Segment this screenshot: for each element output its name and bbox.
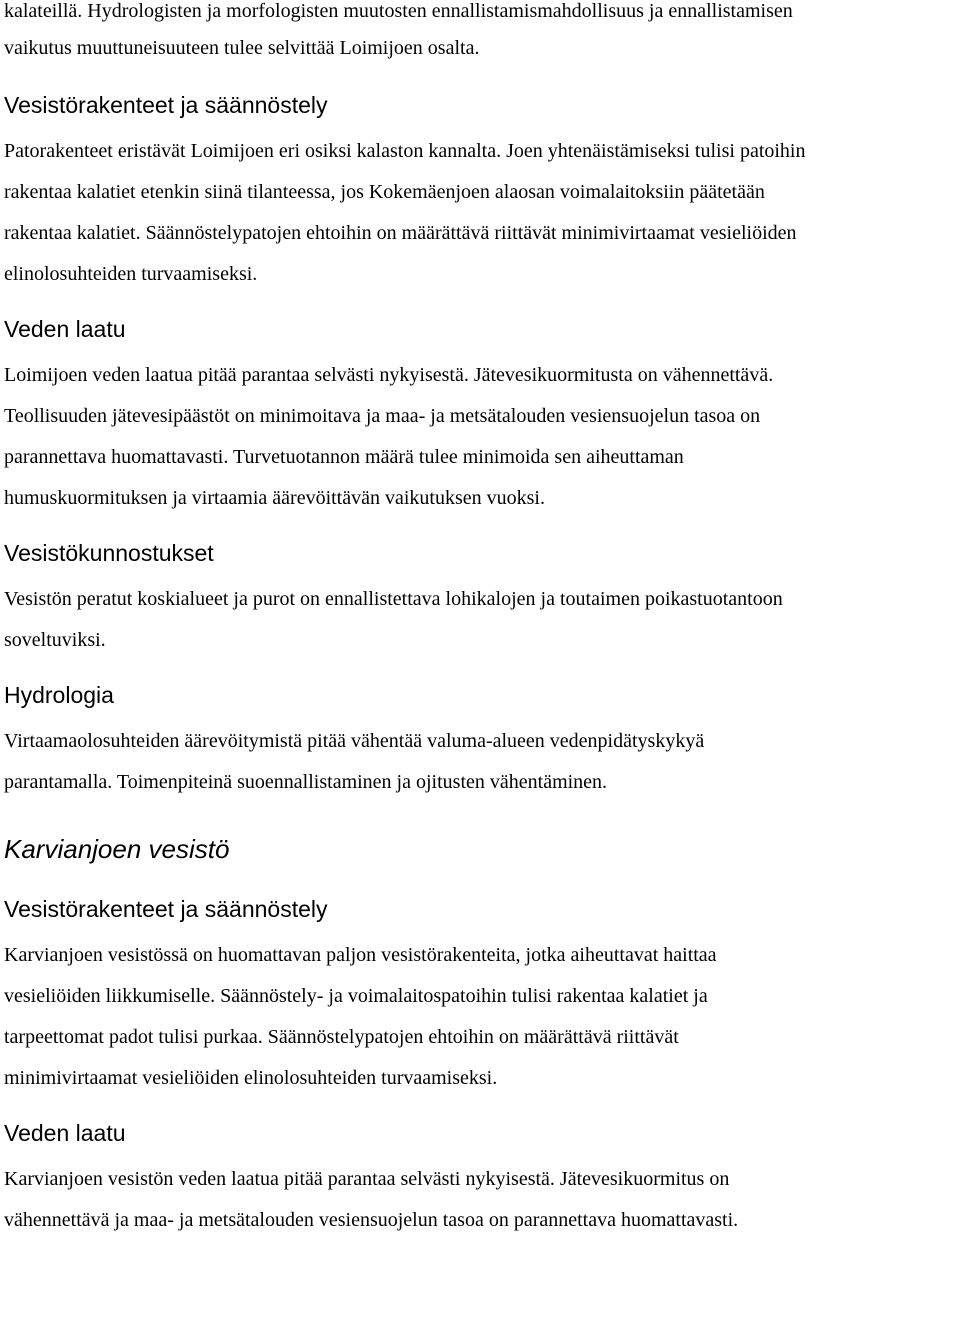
intro-paragraph — [4, 0, 960, 65]
text-line: Vesistön peratut koskialueet ja purot on ennallistettava lohikalojen ja toutaimen poikastuotantoon — [4, 588, 783, 610]
text-line: vaikutus muuttuneisuuteen tulee selvittää Loimijoen osalta. — [4, 37, 480, 59]
text-line: Karvianjoen vesistössä on huomattavan paljon vesistörakenteita, jotka aiheuttavat haittaa — [4, 944, 717, 966]
text-line: kalateillä. Hydrologisten ja morfologisten muutosten ennallistamismahdollisuus ja ennallistamisen — [4, 0, 793, 22]
text-line: humuskuormituksen ja virtaamia äärevöittävän vaikutuksen vuoksi. — [4, 487, 545, 509]
chapter-title: Karvianjoen vesistö — [4, 834, 230, 864]
section-heading: Veden laatu — [4, 316, 126, 342]
text-line: Patorakenteet eristävät Loimijoen eri osiksi kalaston kannalta. Joen yhtenäistämiseksi tulisi patoihin — [4, 140, 806, 162]
text-line: elinolosuhteiden turvaamiseksi. — [4, 263, 258, 285]
text-line: soveltuviksi. — [4, 629, 106, 651]
text-line: rakentaa kalatiet. Säännöstelypatojen ehtoihin on määrättävä riittävät minimivirtaamat vesieliöiden — [4, 222, 797, 244]
section-heading: Hydrologia — [4, 682, 114, 708]
text-line: vähennettävä ja maa- ja metsätalouden vesiensuojelun tasoa on parannettava huomattavasti. — [4, 1209, 739, 1231]
text-line: tarpeettomat padot tulisi purkaa. Säännöstelypatojen ehtoihin on määrättävä riittävät — [4, 1026, 679, 1048]
section-paragraph — [4, 579, 960, 661]
text-line: parantamalla. Toimenpiteinä suoennallistaminen ja ojitusten vähentäminen. — [4, 771, 608, 793]
text-line: Karvianjoen vesistön veden laatua pitää parantaa selvästi nykyisestä. Jätevesikuormitus on — [4, 1168, 730, 1190]
section-heading: Vesistörakenteet ja säännöstely — [4, 896, 328, 922]
section-heading: Vesistökunnostukset — [4, 540, 214, 566]
section-paragraph — [4, 935, 960, 1099]
text-line: Loimijoen veden laatua pitää parantaa selvästi nykyisestä. Jätevesikuormitusta on vähennettävä. — [4, 364, 774, 386]
text-line: parannettava huomattavasti. Turvetuotannon määrä tulee minimoida sen aiheuttaman — [4, 446, 684, 468]
text-line: Virtaamaolosuhteiden äärevöitymistä pitää vähentää valuma-alueen vedenpidätyskykyä — [4, 730, 705, 752]
section-heading: Vesistörakenteet ja säännöstely — [4, 92, 328, 118]
text-line: vesieliöiden liikkumiselle. Säännöstely- ja voimalaitospatoihin tulisi rakentaa kalatiet ja — [4, 985, 708, 1007]
section-paragraph — [4, 355, 960, 519]
section-heading: Veden laatu — [4, 1120, 126, 1146]
text-line: Teollisuuden jätevesipäästöt on minimoitava ja maa- ja metsätalouden vesiensuojelun tasoa on — [4, 405, 761, 427]
section-paragraph — [4, 1159, 960, 1241]
text-line: minimivirtaamat vesieliöiden elinolosuhteiden turvaamiseksi. — [4, 1067, 498, 1089]
text-line: rakentaa kalatiet etenkin siinä tilanteessa, jos Kokemäenjoen alaosan voimalaitoksiin päätetään — [4, 181, 765, 203]
section-paragraph — [4, 721, 960, 803]
section-paragraph — [4, 131, 960, 295]
